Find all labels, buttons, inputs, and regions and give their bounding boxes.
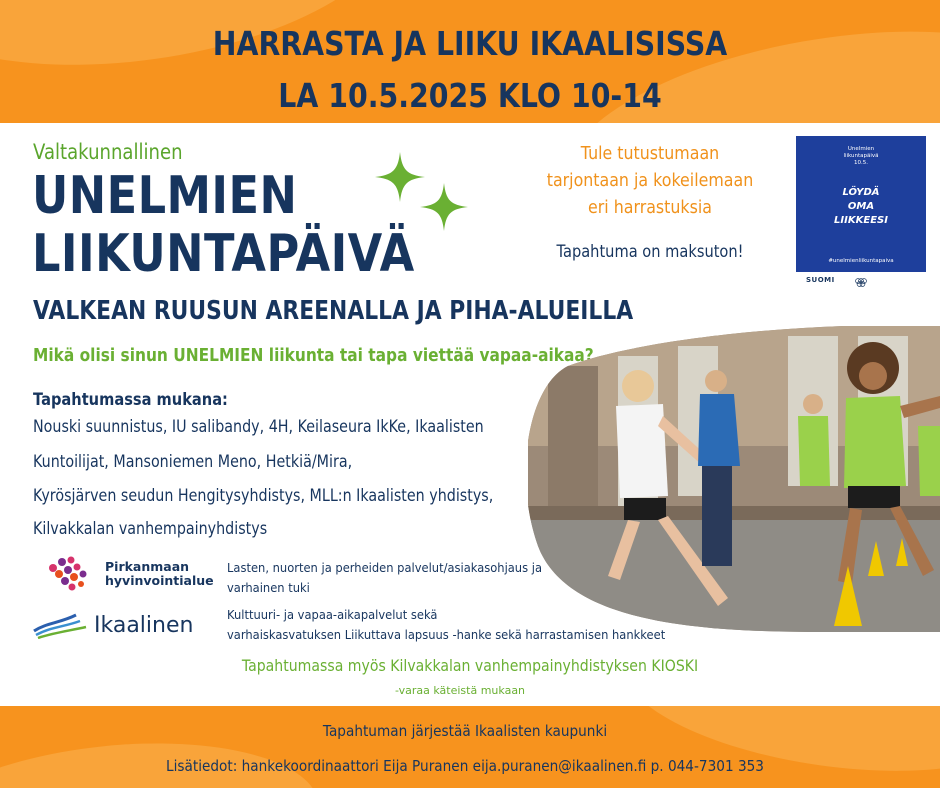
- participants-line: Kuntoilijat, Mansoniemen Meno, Hetkiä/Mira,: [33, 452, 353, 472]
- contact-text: Lisätiedot: hankekoordinaattori Eija Puranen eija.puranen@ikaalinen.fi p. 044-7301 353: [165, 757, 764, 775]
- pirkanmaa-desc-line: Lasten, nuorten ja perheiden palvelut/asiakasohjaus ja: [227, 560, 542, 575]
- ikaalinen-desc-line: varhaiskasvatuksen Liikuttava lapsuus -hanke sekä harrastamisen hankkeet: [227, 627, 666, 642]
- footer-banner: [0, 706, 940, 788]
- headline-title: HARRASTA JA LIIKU IKAALISISSA: [212, 24, 728, 63]
- ikaalinen-desc-line: Kulttuuri- ja vapaa-aikapalvelut sekä: [227, 607, 438, 622]
- participants-line: Kilvakkalan vanhempainyhdistys: [33, 519, 268, 539]
- headline-date: LA 10.5.2025 KLO 10-14: [278, 76, 662, 115]
- pirkanmaa-logo-text: [105, 560, 214, 588]
- banner-swirl: [612, 706, 940, 788]
- pirkanmaa-name-line: Pirkanmaan: [105, 559, 190, 574]
- sparkle-icon: [375, 152, 425, 202]
- pirkanmaa-desc-line: varhainen tuki: [227, 580, 310, 595]
- free-admission-text: Tapahtuma on maksuton!: [556, 242, 744, 262]
- cash-note: -varaa käteistä mukaan: [394, 684, 526, 697]
- invite-text: [544, 140, 755, 221]
- organizer-text: Tapahtuman järjestää Ikaalisten kaupunki: [322, 722, 608, 740]
- ikaalinen-wave-logo-icon: [32, 609, 90, 639]
- children-running-photo: [528, 326, 940, 632]
- participants-line: Nouski suunnistus, IU salibandy, 4H, Keilaseura IkKe, Ikaalisten: [33, 417, 484, 437]
- invite-line: eri harrastuksia: [588, 197, 712, 218]
- invite-line: tarjontaan ja kokeilemaan: [546, 170, 754, 191]
- olympic-rings-icon: [854, 276, 868, 290]
- event-title-line-1: UNELMIEN: [32, 166, 298, 226]
- ikaalinen-description: [227, 605, 665, 645]
- campaign-card: [796, 136, 926, 272]
- sparkle-icon: [420, 183, 468, 231]
- question-line: Mikä olisi sinun UNELMIEN liikunta tai tapa viettää vapaa-aikaa?: [33, 346, 594, 366]
- suomi-logo-text: SUOMI: [806, 276, 835, 284]
- suomi-logo: [806, 276, 835, 284]
- ikaalinen-logo-text: Ikaalinen: [94, 613, 194, 638]
- card-top-line: Unelmien: [847, 146, 875, 152]
- pirkanmaa-description: [227, 558, 542, 598]
- card-top-text: [796, 146, 926, 167]
- participants-heading: Tapahtumassa mukana:: [33, 390, 228, 410]
- card-headline: [796, 186, 926, 228]
- invite-line: Tule tutustumaan: [580, 143, 720, 164]
- card-top-line: 10.5.: [854, 160, 868, 166]
- card-headline-line: LÖYDÄ: [842, 187, 880, 198]
- kiosk-announcement: Tapahtumassa myös Kilvakkalan vanhempainyhdistyksen KIOSKI: [241, 656, 699, 675]
- event-subtitle: Valtakunnallinen: [33, 140, 183, 164]
- card-headline-line: LIIKKEESI: [834, 215, 888, 226]
- pirkanmaa-name-line: hyvinvointialue: [105, 573, 214, 588]
- card-headline-line: OMA: [847, 201, 875, 212]
- pirkanmaa-logo-icon: [45, 554, 95, 594]
- card-top-line: liikuntapäivä: [843, 153, 879, 159]
- participants-line: Kyrösjärven seudun Hengitysyhdistys, MLL:n Ikaalisten yhdistys,: [33, 486, 494, 506]
- event-title-line-2: LIIKUNTAPÄIVÄ: [32, 224, 415, 284]
- venue-heading: VALKEAN RUUSUN AREENALLA JA PIHA-ALUEILLA: [33, 296, 634, 326]
- card-hashtag: #unelmienliikuntapaiva: [828, 258, 894, 264]
